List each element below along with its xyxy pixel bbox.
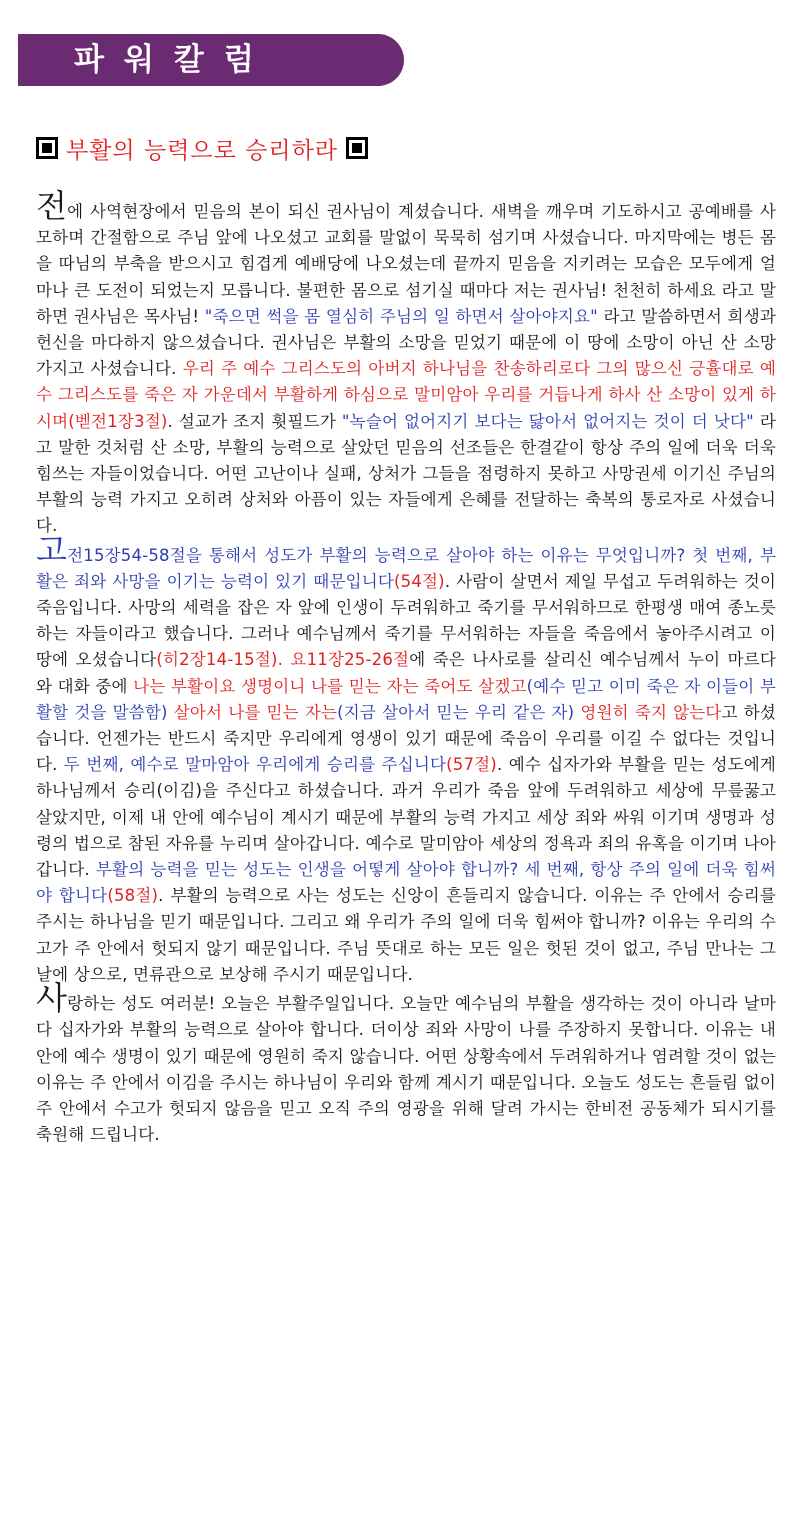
column-banner [18, 34, 404, 86]
drop-cap: 고 [36, 530, 68, 569]
paragraph-3 [36, 979, 776, 1148]
scripture-segment: 살아서 나를 믿는 자는 [167, 702, 338, 722]
text-segment: 라고 말한 것처럼 산 소망, 부활의 능력으로 살았던 믿음의 선조들은 한결같이 항상 주의 일에 더욱 더욱 힘쓰는 자들이었습니다. 어떤 고난이나 실패, 상처가 그들을 점령하지 못하고 사망권세 이기신 주님의 부활의 능력 가지고 오히려 상처와 아픔이 있는 자들에게 은혜를 전달하는 축복의 통로자로 사셨습니다. [36, 411, 776, 536]
article-body [36, 187, 777, 1148]
drop-cap: 전 [36, 187, 68, 225]
highlight-segment: 두 번째, 예수로 말마암아 우리에게 승리를 주십니다 [63, 755, 447, 775]
text-segment: . 사람이 살면서 제일 무섭고 두려워하는 것이 죽음입니다. 사망의 세력을 잡은 자 앞에 인생이 두려워하고 죽기를 무서워하므로 한평생 매여 종노릇하는 자들이라고 했습니다. 그러나 예수님께서 죽기를 무서워하는 자들을 죽음에서 놓아주시려고 이 땅에 오셨습니다 [36, 571, 776, 670]
banner-label: 파워칼럼 [74, 42, 274, 78]
quote-segment: "녹슬어 없어지기 보다는 닳아서 없어지는 것이 더 낫다" [341, 411, 754, 431]
verse-ref: (54절) [394, 571, 445, 591]
highlight-segment: (지금 살아서 믿는 우리 같은 자) [337, 702, 575, 722]
highlight-segment: (예수 믿고 이미 죽은 자 이들이 부활할 것을 말씀함) [36, 676, 776, 722]
verse-ref: (히2장14-15절). 요11장25-26절 [156, 650, 410, 670]
scripture-segment: 우리 주 예수 그리스도의 아버지 하나님을 찬송하리로다 그의 많으신 긍휼대로 예수 그리스도를 죽은 자 가운데서 부활하게 하심으로 말미암아 우리를 거듭나게 하사 산 소망이 있게 하시며(벧전1장3절) [36, 359, 776, 431]
article-headline [36, 128, 368, 168]
headline-title: 부활의 능력으로 승리하라 [66, 137, 339, 164]
paragraph-1 [36, 187, 776, 540]
text-segment: 라고 말씀하면서 희생과 헌신을 마다하지 않으셨습니다. 권사님은 부활의 소망을 믿었기 때문에 이 땅에 소망이 아닌 산 소망 가지고 사셨습니다. [36, 306, 776, 379]
highlight-segment: 전15장54-58절을 통해서 성도가 부활의 능력으로 살아야 하는 이유는 무엇입니까? 첫 번째, 부활은 죄와 사망을 이기는 능력이 있기 때문입니다 [36, 545, 776, 591]
verse-ref: (58절) [107, 886, 159, 906]
text-segment: . 예수 십자가와 부활을 믿는 성도에게 하나님께서 승리(이김)을 주신다고 하셨습니다. 과거 우리가 죽음 앞에 두려워하고 세상에 무릎꿇고 살았지만, 이제 내 안에 예수님이 계시기 때문에 부활의 능력 가지고 세상 죄와 싸워 이기며 생명과 성령의 법으로 참된 자유를 누리며 살아갑니다. 예수로 말미암아 세상의 정욕과 죄의 유혹을 이기며 나아갑니다. [36, 755, 777, 880]
text-segment: 에 죽은 나사로를 살리신 예수님께서 누이 마르다와 대화 중에 [36, 650, 776, 696]
drop-cap: 사 [36, 979, 68, 1018]
text-segment: . 부활의 능력으로 사는 성도는 신앙이 흔들리지 않습니다. 이유는 주 안에서 승리를 주시는 하나님을 믿기 때문입니다. 그리고 왜 우리가 주의 일에 더욱 힘써야 합니까? 이유는 우리의 수고가 주 안에서 헛되지 않기 때문입니다. 주님 뜻대로 하는 모든 일은 헛된 것이 없고, 주님 만나는 그 날에 상으로, 면류관으로 보상해 주시기 때문입니다. [36, 886, 776, 984]
square-bullet-icon [36, 137, 58, 159]
verse-ref: (57절) [446, 755, 497, 775]
text-segment: 에 사역현장에서 믿음의 본이 되신 권사님이 계셨습니다. 새벽을 깨우며 기도하시고 공예배를 사모하며 간절함으로 주님 앞에 나오셨고 교회를 말없이 묵묵히 섬기며 사셨습니다. 마지막에는 병든 몸을 따님의 부축을 받으시고 힘겹게 예배당에 나오셨는데 끝까지 믿음을 지키려는 모습은 모두에게 얼마나 큰 도전이 되었는지 모릅니다. 불편한 몸으로 섬기실 때마다 저는 권사님! 천천히 하세요 라고 말하면 권사님은 목사님! [36, 202, 776, 326]
highlight-segment: 부활의 능력을 믿는 성도는 인생을 어떻게 살아야 합니까? 세 번째, 항상 주의 일에 더욱 힘써야 합니다 [36, 860, 776, 906]
text-segment: 랑하는 성도 여러분! 오늘은 부활주일입니다. 오늘만 예수님의 부활을 생각하는 것이 아니라 날마다 십자가와 부활의 능력으로 살아야 합니다. 더이상 죄와 사망이 나를 주장하지 못합니다. 이유는 내 안에 예수 생명이 있기 때문에 영원히 죽지 않습니다. 어떤 상황속에서 두려워하거나 염려할 것이 없는 이유는 주 안에서 이김을 주시는 하나님이 우리와 함께 계시기 때문입니다. 오늘도 성도는 흔들림 없이 주 안에서 수고가 헛되지 않음을 믿고 오직 주의 영광을 위해 달려 가시는 한비전 공동체가 되시기를 축원해 드립니다. [36, 994, 776, 1145]
quote-segment: "죽으면 썩을 몸 열심히 주님의 일 하면서 살아야지요" [204, 306, 598, 326]
scripture-segment: 영원히 죽지 않는다 [574, 702, 722, 722]
square-bullet-icon [346, 137, 368, 159]
text-segment: . 설교가 조지 휫필드가 [167, 411, 342, 431]
scripture-segment: 나는 부활이요 생명이니 나를 믿는 자는 죽어도 살겠고 [133, 676, 527, 696]
paragraph-2 [36, 530, 777, 988]
text-segment: 고 하셨습니다. 언젠가는 반드시 죽지만 우리에게 영생이 있기 때문에 죽음이 우리를 이길 수 없다는 것입니다. [36, 702, 777, 775]
